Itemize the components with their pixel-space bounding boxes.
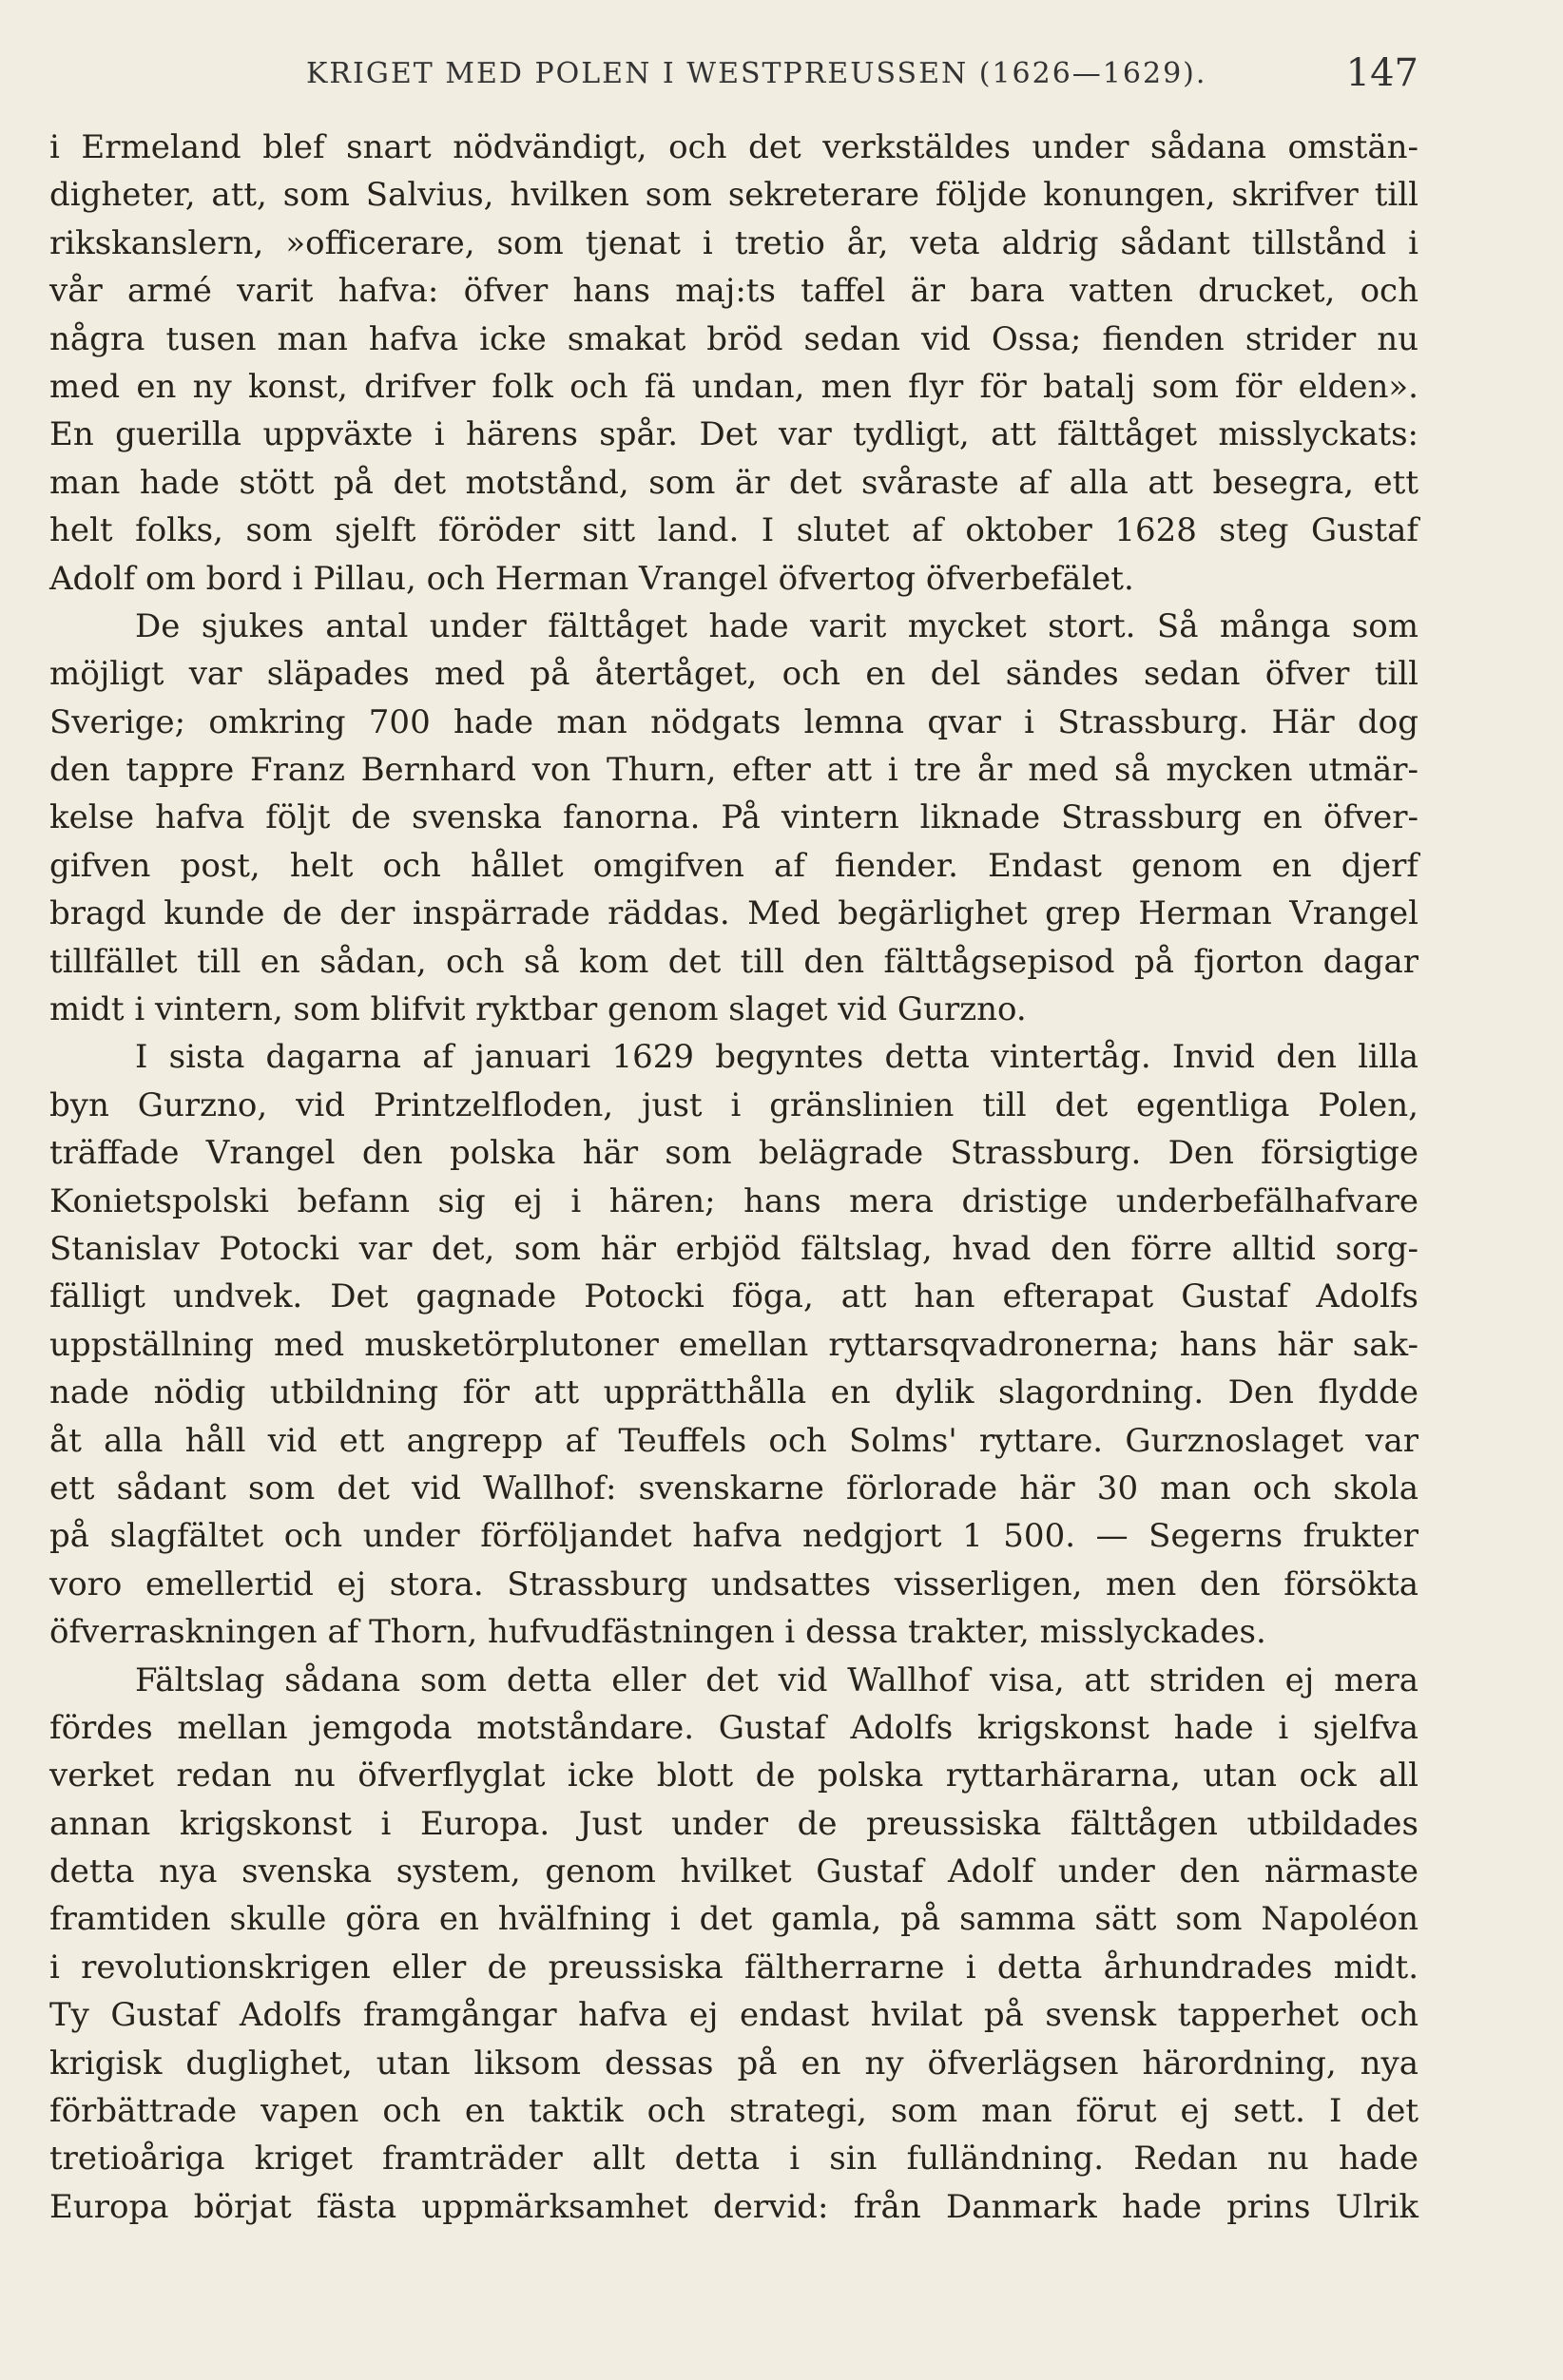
page-number: 147 (1345, 51, 1418, 95)
text-line: helt folks, som sjelft föröder sitt land. I slutet af oktober 1628 steg Gustaf (49, 511, 1418, 550)
text-line: Ty Gustaf Adolfs framgångar hafva ej endast hvilat på svensk tapperhet och (49, 1996, 1418, 2035)
text-line: Stanislav Potocki var det, som här erbjöd fältslag, hvad den förre alltid sorg- (49, 1229, 1418, 1268)
text-line: byn Gurzno, vid Printzelfloden, just i gränslinien till det egentliga Polen, (49, 1085, 1418, 1124)
text-line: verket redan nu öfverflyglat icke blott de polska ryttarhärarna, utan ock all (49, 1756, 1418, 1795)
text-line: tretioåriga kriget framträder allt detta i sin fulländning. Redan nu hade (49, 2140, 1418, 2178)
text-line: kelse hafva följt de svenska fanorna. På vintern liknade Strassburg en öfver- (49, 798, 1418, 837)
page-header (49, 49, 1418, 97)
text-line: midt i vintern, som blifvit ryktbar genom slaget vid Gurzno. (49, 990, 1027, 1029)
text-line: Fältslag sådana som detta eller det vid Wallhof visa, att striden ej mera (135, 1660, 1418, 1699)
text-line: rikskanslern, »officerare, som tjenat i tretio år, veta aldrig sådant tillstånd i (49, 223, 1418, 262)
body-text (49, 124, 1418, 2231)
text-line: uppställning med musketörplutoner emellan ryttarsqvadronerna; hans här sak- (49, 1325, 1418, 1364)
text-line: gifven post, helt och hållet omgifven af fiender. Endast genom en djerf (49, 846, 1418, 885)
text-line: Sverige; omkring 700 hade man nödgats lemna qvar i Strassburg. Här dog (49, 702, 1418, 741)
text-line: nade nödig utbildning för att upprätthålla en dylik slagordning. Den flydde (49, 1373, 1418, 1412)
text-line: möjligt var släpades med på återtåget, och en del sändes sedan öfver till (49, 655, 1418, 694)
text-line: tillfället till en sådan, och så kom det till den fälttågsepisod på fjorton dagar (49, 942, 1418, 981)
text-line: i Ermeland blef snart nödvändigt, och det verkstäldes under sådana omstän- (49, 128, 1418, 166)
text-line: förbättrade vapen och en taktik och strategi, som man förut ej sett. I det (49, 2092, 1418, 2131)
text-line: framtiden skulle göra en hvälfning i det gamla, på samma sätt som Napoléon (49, 1900, 1418, 1939)
text-line: några tusen man hafva icke smakat bröd sedan vid Ossa; fienden strider nu (49, 319, 1418, 358)
text-line: En guerilla uppväxte i härens spår. Det var tydligt, att fälttåget misslyckats: (49, 415, 1418, 454)
text-line: träffade Vrangel den polska här som belägrade Strassburg. Den försigtige (49, 1134, 1418, 1173)
text-line: I sista dagarna af januari 1629 begyntes detta vintertåg. Invid den lilla (135, 1038, 1418, 1077)
text-line: digheter, att, som Salvius, hvilken som sekreterare följde konungen, skrifver till (49, 176, 1418, 215)
text-line: annan krigskonst i Europa. Just under de preussiska fälttågen utbildades (49, 1804, 1418, 1843)
text-line: Adolf om bord i Pillau, och Herman Vrangel öfvertog öfverbefälet. (49, 559, 1134, 598)
text-line: De sjukes antal under fälttåget hade varit mycket stort. Så många som (135, 606, 1418, 645)
text-line: med en ny konst, drifver folk och fä undan, men flyr för batalj som för elden». (49, 367, 1418, 406)
text-line: fördes mellan jemgoda motståndare. Gustaf Adolfs krigskonst hade i sjelfva (49, 1708, 1418, 1747)
text-line: Europa börjat fästa uppmärksamhet dervid: från Danmark hade prins Ulrik (49, 2187, 1418, 2226)
text-line: Konietspolski befann sig ej i hären; hans mera dristige underbefälhafvare (49, 1181, 1418, 1220)
text-line: på slagfältet och under förföljandet hafva nedgjort 1 500. — Segerns frukter (49, 1517, 1418, 1556)
text-line: man hade stött på det motstånd, som är det svåraste af alla att besegra, ett (49, 463, 1418, 502)
text-line: krigisk duglighet, utan liksom dessas på en ny öfverlägsen härordning, nya (49, 2044, 1418, 2082)
text-line: öfverraskningen af Thorn, hufvudfästningen i dessa trakter, misslyckades. (49, 1613, 1266, 1652)
text-line: den tappre Franz Bernhard von Thurn, efter att i tre år med så mycken utmär- (49, 751, 1418, 790)
running-title: KRIGET MED POLEN I WESTPREUSSEN (1626—1629). (306, 57, 1207, 90)
text-line: detta nya svenska system, genom hvilket Gustaf Adolf under den närmaste (49, 1852, 1418, 1891)
text-line: bragd kunde de der inspärrade räddas. Med begärlighet grep Herman Vrangel (49, 894, 1418, 933)
text-line: fälligt undvek. Det gagnade Potocki föga, att han efterapat Gustaf Adolfs (49, 1277, 1418, 1316)
text-line: ett sådant som det vid Wallhof: svenskarne förlorade här 30 man och skola (49, 1468, 1418, 1507)
text-line: åt alla håll vid ett angrepp af Teuffels och Solms' ryttare. Gurznoslaget var (49, 1421, 1418, 1460)
text-line: vår armé varit hafva: öfver hans maj:ts taffel är bara vatten drucket, och (49, 272, 1418, 311)
text-line: i revolutionskrigen eller de preussiska fältherrarne i detta århundrades midt. (49, 1948, 1418, 1987)
text-line: voro emellertid ej stora. Strassburg undsattes visserligen, men den försökta (49, 1564, 1418, 1603)
